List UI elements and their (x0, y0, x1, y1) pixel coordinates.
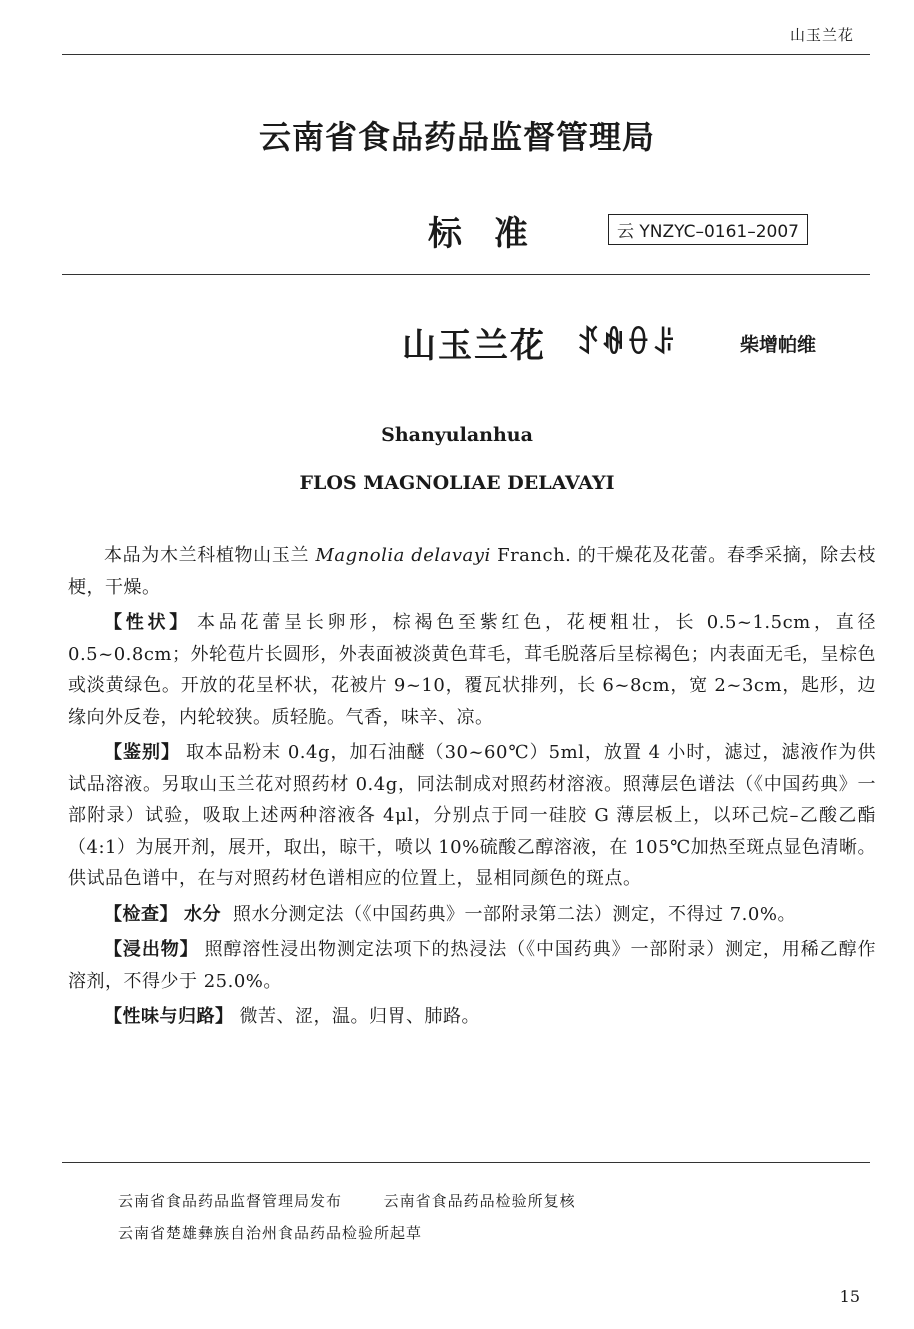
section-sublabel: 水分 (184, 903, 221, 925)
section-label: 【性味与归路】 (104, 1006, 234, 1027)
pinyin-name: Shanyulanhua (381, 424, 533, 446)
intro-text-pre: 本品为木兰科植物山玉兰 (104, 545, 316, 566)
section-jiancha (68, 899, 876, 931)
species-italic: Magnolia delavayi (315, 545, 491, 566)
section-text: 微苦、涩，温。归胃、肺路。 (239, 1006, 480, 1027)
standard-code-box: 云 YNZYC–0161–2007 (608, 214, 808, 245)
running-header-title: 山玉兰花 (789, 26, 854, 44)
section-label: 【性状】 (104, 612, 192, 633)
page-number: 15 (839, 1287, 860, 1306)
monograph-body (68, 540, 876, 1037)
section-xingwei (68, 1001, 876, 1033)
footer-publisher: 云南省食品药品监督管理局发布 (118, 1192, 343, 1210)
section-jianbie (68, 737, 876, 895)
intro-paragraph (68, 540, 876, 603)
section-text: 本品花蕾呈长卵形，棕褐色至紫红色，花梗粗壮，长 0.5~1.5cm，直径 0.5~0.8cm；外轮苞片长圆形，外表面被淡黄色茸毛，茸毛脱落后呈棕褐色；内表面无毛，呈棕色或淡黄绿色。开放的花呈杯状，花被片 9~10，覆瓦状排列，长 6~8cm，宽 2~3cm，匙形，边缘向外反卷，内轮较狭。质轻脆。气香，味辛、凉。 (68, 612, 877, 728)
section-jinchuwu (68, 934, 876, 997)
chinese-name: 山玉兰花 (402, 326, 546, 366)
header-rule (62, 54, 870, 55)
section-text: 取本品粉末 0.4g，加石油醚（30~60℃）5ml，放置 4 小时，滤过，滤液作为供试品溶液。另取山玉兰花对照药材 0.4g，同法制成对照药材溶液。照薄层色谱法（《中国药典》一部附录）试验，吸取上述两种溶液各 4μl，分别点于同一硅胶 G 薄层板上，以环己烷–乙酸乙酯（4:1）为展开剂，展开，取出，晾干，喷以 10%硫酸乙醇溶液，在 105℃加热至斑点显色清晰。供试品色谱中，在与对照药材色谱相应的位置上，显相同颜色的斑点。 (68, 742, 876, 889)
standard-word: 标 准 (428, 214, 538, 254)
footer-drafter: 云南省楚雄彝族自治州食品药品检验所起草 (118, 1224, 423, 1242)
footer-reviewer: 云南省食品药品检验所复核 (383, 1192, 576, 1210)
section-xingzhuang (68, 607, 876, 733)
agency-title: 云南省食品药品监督管理局 (258, 118, 655, 156)
section-label: 【鉴别】 (104, 742, 181, 763)
intro-text-post: Franch. 的干燥花及花蕾。春季采摘，除去枝梗，干燥。 (68, 545, 876, 598)
section-label: 【浸出物】 (104, 939, 199, 960)
section-text: 照醇溶性浸出物测定法项下的热浸法（《中国药典》一部附录）测定，用稀乙醇作溶剂，不得少于 25.0%。 (68, 939, 876, 992)
section-text: 照水分测定法（《中国药典》一部附录第二法）测定，不得过 7.0%。 (233, 903, 796, 925)
yi-romanized-name: 柴增帕维 (740, 334, 817, 356)
title-rule (62, 274, 870, 275)
latin-name: FLOS MAGNOLIAE DELAVAYI (299, 472, 615, 494)
footer-rule (62, 1162, 870, 1163)
yi-script-name: ꀋꊿꂷꌠ (576, 326, 678, 361)
footer-line-1 (118, 1190, 576, 1211)
section-label: 【检查】 (104, 903, 178, 925)
